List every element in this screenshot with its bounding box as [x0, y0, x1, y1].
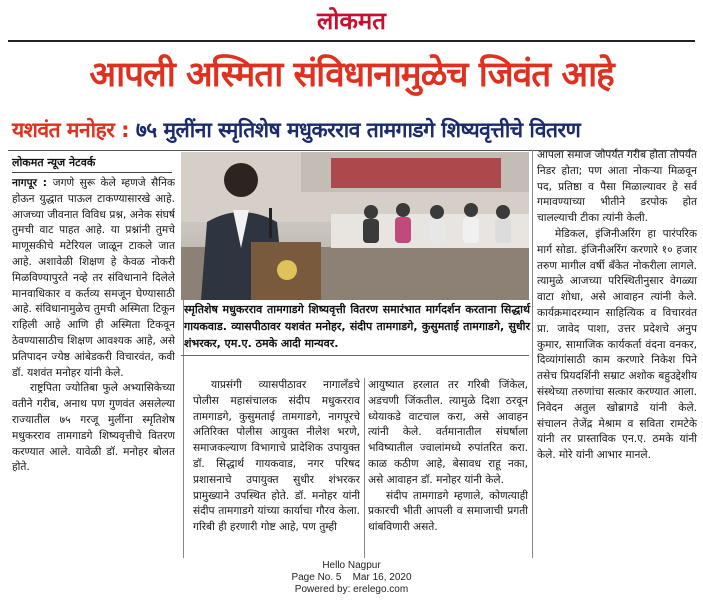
col4-paragraph-1: आपला समाज जोपर्यंत गरीब होता तोपर्यंत निडर होता; पण आता नोकऱ्या मिळवून पद, प्रतिष्ठा व पैसा मिळाल्यावर हे सर्व गमावण्याच्या भीतीने डरपोक होत चालल्याची टीका त्यांनी केली. — [537, 149, 697, 225]
footer-page-date: Page No. 5 Mar 16, 2020 — [291, 572, 412, 583]
article-column-3 — [368, 378, 528, 556]
footer-edition: Hello Nagpur — [322, 560, 381, 571]
col4-paragraph-2: मेडिकल, इंजिनीअरिंग हा पारंपरिक मार्ग सोडा. इंजिनीअरिंग करणारे १० हजार तरुण मागील वर्षी बँकेत नोकरीला लागले. त्यामुळे आजच्या परिस्थितीनुसार वेगळ्या वाटा शोधा, असे आवाहन त्यांनी केले. कार्यक्रमादरम्यान साहित्यिक व विचारवंत प्रा. जावेद पाशा, उत्तर प्रदेशचे अनुप कुमार, सामाजिक कार्यकर्ता वंदना वनकर, दिव्यांगांसाठी काम करणारे निकेश पिने तसेच प्रियदर्शिनी सम्राट अशोक बहुउद्देशीय संस्थेच्या तरुणांचा सत्कार करण्यात आला. निवेदन अतुल खोब्रागडे यांनी केले. संचालन तेजेंद्र मेश्राम व सविता रामटेके यांनी तर प्रास्ताविक एन.ए. ठमके यांनी केले. मोरे यांनी आभार मानले. — [537, 227, 697, 462]
caption-divider — [181, 355, 529, 356]
subhead-speaker: यशवंत मनोहर : — [12, 118, 136, 142]
col3-paragraph-2: संदीप तामगाडगे म्हणाले, कोणत्याही प्रकारची भीती आपली व समाजाची प्रगती थांबविणारी असते. — [368, 489, 528, 534]
col3-paragraph-1: आयुष्यात हरलात तर गरिबी जिंकेल, अडचणी जिंकतील. त्यामुळे दिशा ठरवून ध्येयाकडे वाटचाल करा, असे आवाहन त्यांनी केले. वर्तमानातील संघर्षाला भविष्यातील ज्वालांमध्ये रुपांतरित करा. काळ कठीण आहे, बेसावध राहू नका, असे आवाहन डॉ. मनोहर यांनी केले. — [368, 379, 528, 486]
article-column-1 — [12, 176, 175, 556]
newspaper-logo: लोकमत — [317, 6, 386, 35]
byline: लोकमत न्यूज नेटवर्क — [12, 156, 96, 169]
column-divider — [364, 378, 365, 558]
footer-powered-by: Powered by: erelego.com — [294, 584, 409, 595]
article-column-4 — [537, 148, 697, 558]
subhead-text: ७५ मुलींना स्मृतिशेष मधुकरराव तामगाडगे शिष्यवृत्तीचे वितरण — [135, 118, 581, 142]
col1-paragraph-2: राष्ट्रपिता ज्योतिबा फुले अभ्यासिकेच्या वतीने गरीब, अनाथ पण गुणवंत असलेल्या राज्यातील ७५ गरजू मुलींना स्मृतिशेष मधुकरराव तामगाडगे शिष्यवृत्तीचे वितरण करण्यात आले. यावेळी डॉ. मनोहर बोलत होते. — [12, 382, 175, 474]
column-divider — [532, 150, 533, 558]
masthead-divider — [8, 40, 695, 42]
byline-underline — [12, 172, 172, 173]
article-column-2 — [193, 378, 360, 556]
event-photo — [181, 152, 529, 300]
col2-paragraph-1: याप्रसंगी व्यासपीठावर नागालँडचे पोलीस महासंचालक संदीप मधुकरराव तामगाडगे, कुसुमताई तामगाडगे, नागपूरचे अतिरिक्त पोलीस आयुक्त नीलेश भरणे, समाजकल्याण विभागाचे प्रादेशिक उपायुक्त डॉ. सिद्धार्थ गायकवाड, नगर परिषद प्रशासनाचे उपायुक्त सुधीर शंभरकर प्रामुख्याने उपस्थित होते. डॉ. मनोहर यांनी संदीप तामगाडगे यांच्या कार्याचा गौरव केला. गरिबी ही हरणारी गोष्ट आहे, पण तुम्ही — [193, 379, 360, 534]
dateline: नागपूर : — [12, 177, 53, 189]
event-photo-illustration — [181, 152, 529, 300]
col1-paragraph-1: जगणे सुरू केले म्हणजे सैनिक होऊन युद्धात पाऊल टाकण्यासारखे आहे. आजच्या जीवनात विविध प्रश्न, अनेक संघर्ष तुमची वाट पाहत आहे. या प्रश्नांनी तुमचे माणूसकीचे मटेरियल जाळून टाकले जात आहे. अशावेळी शिक्षण हे केवळ नोकरी मिळविण्यापुरते नव्हे तर संविधानाने दिलेले मानवाधिकार व कर्तव्य समजून घेण्यासाठी आहे. संविधानामुळेच तुमची अस्मिता टिकून राहिली आहे आणि ही अस्मिता टिकवून ठेवण्यासाठीच शिक्षण आवश्यक आहे, असे प्रतिपादन ज्येष्ठ आंबेडकरी विचारवंत, कवी डॉ. यशवंत मनोहर यांनी केले. — [12, 177, 175, 379]
page-footer — [0, 560, 703, 596]
headline: आपली अस्मिता संविधानामुळेच जिवंत आहे — [89, 55, 614, 95]
subheadline — [12, 114, 695, 146]
photo-caption: स्मृतिशेष मधुकरराव तामगाडगे शिष्यवृत्ती वितरण समारंभात मार्गदर्शन करताना सिद्धार्थ गायकवाड. व्यासपीठावर यशवंत मनोहर, संदीप तामगाडगे, कुसुमताई तामगाडगे, सुधीर शंभरकर, एम.ए. ठमके आदी मान्यवर. — [184, 303, 530, 350]
